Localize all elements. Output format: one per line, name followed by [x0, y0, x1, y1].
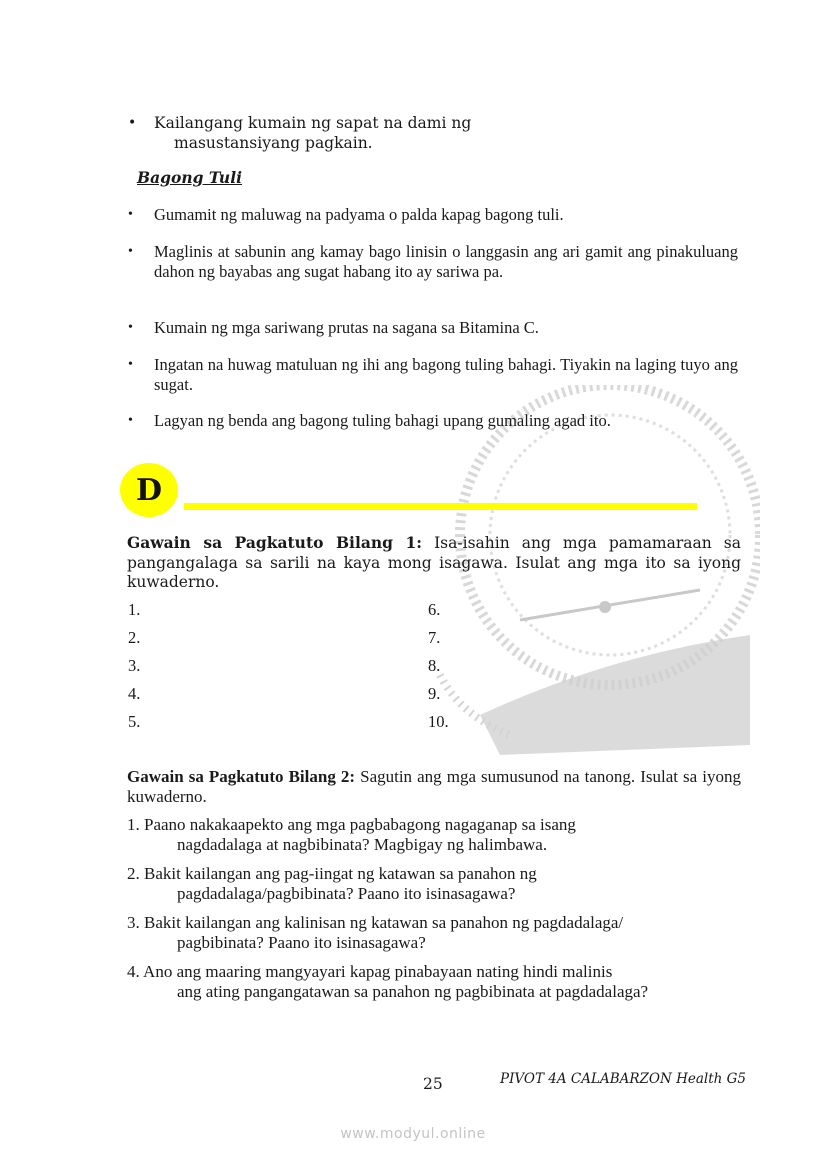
question-first-line: 4. Ano ang maaring mangyayari kapag pinabayaan nating hindi malinis — [127, 962, 613, 981]
bullet-item — [126, 242, 738, 282]
top-bullet-line1: Kailangang kumain ng sapat na dami ng — [154, 114, 472, 132]
question-first-line: 3. Bakit kailangan ang kalinisan ng katawan sa panahon ng pagdadalaga/ — [127, 913, 624, 932]
bullet-dot: • — [128, 244, 133, 259]
answer-numbers-left — [128, 596, 140, 736]
bullet-text: Lagyan ng benda ang bagong tuling bahagi upang gumaling agad ito. — [154, 411, 611, 430]
top-bullet-line2: masustansiyang pagkain. — [174, 134, 373, 152]
bullet-dot: • — [128, 207, 133, 222]
question-first-line: 2. Bakit kailangan ang pag-iingat ng katawan sa panahon ng — [127, 864, 537, 883]
answer-number: 1. — [128, 600, 141, 619]
answer-number: 7. — [428, 628, 441, 647]
bullet-dot: • — [128, 413, 133, 428]
bullet-item — [126, 355, 738, 395]
bullet-text: Ingatan na huwag matuluan ng ihi ang bagong tuling bahagi. Tiyakin na laging tuyo ang sugat. — [154, 355, 738, 394]
page-number: 25 — [423, 1075, 443, 1093]
answer-number: 6. — [428, 600, 441, 619]
question-list — [127, 815, 742, 1011]
question-first-line: 1. Paano nakakaapekto ang mga pagbabagong nagaganap sa isang — [127, 815, 576, 834]
bullet-dot: • — [128, 357, 133, 372]
activity2-paragraph — [127, 767, 741, 807]
question-rest: pagbibinata? Paano ito isinasagawa? — [177, 933, 426, 952]
question-rest: ang ating pangangatawan sa panahon ng pagbibinata at pagdadalaga? — [177, 982, 649, 1001]
bullet-text: Kumain ng mga sariwang prutas na sagana sa Bitamina C. — [154, 318, 539, 337]
bullet-item — [126, 411, 738, 431]
answer-number: 2. — [128, 628, 141, 647]
answer-number: 4. — [128, 684, 141, 703]
activity2-title: Gawain sa Pagkatuto Bilang 2: — [127, 767, 356, 786]
answer-number: 5. — [128, 712, 141, 731]
bullet-text: Gumamit ng maluwag na padyama o palda kapag bagong tuli. — [154, 205, 564, 224]
bullet-item — [126, 205, 738, 225]
part-letter: D — [135, 472, 162, 508]
footer-title: PIVOT 4A CALABARZON Health G5 — [500, 1071, 747, 1087]
answer-number: 9. — [428, 684, 441, 703]
bullet-dot: • — [128, 115, 137, 131]
bullet-text: Maglinis at sabunin ang kamay bago linisin o langgasin ang ari gamit ang pinakuluang dahon ng bayabas ang sugat habang ito ay sariwa pa. — [154, 242, 738, 281]
answer-numbers-right — [428, 596, 449, 736]
activity2-instruction: Sagutin ang mga sumusunod na tanong. Isulat sa iyong kuwaderno. — [127, 767, 742, 806]
question-item — [127, 864, 742, 904]
part-d-badge — [120, 463, 178, 517]
part-d-underline — [184, 503, 697, 510]
activity1-instruction: Isa-isahin ang mga pamamaraan sa pangangalaga sa sarili na kaya mong isagawa. Isulat ang mga ito sa iyong kuwaderno. — [127, 534, 741, 591]
top-bullet-item — [126, 113, 526, 153]
question-item — [127, 913, 742, 953]
question-item — [127, 962, 742, 1002]
answer-number: 8. — [428, 656, 441, 675]
answer-number: 10. — [428, 712, 449, 731]
bullet-dot: • — [128, 320, 133, 335]
site-watermark: www.modyul.online — [340, 1126, 486, 1142]
section-heading: Bagong Tuli — [137, 168, 242, 187]
activity1-paragraph — [127, 533, 741, 593]
question-rest: pagdadalaga/pagbibinata? Paano ito isinasagawa? — [177, 884, 516, 903]
question-rest: nagdadalaga at nagbibinata? Magbigay ng halimbawa. — [177, 835, 548, 854]
activity1-title: Gawain sa Pagkatuto Bilang 1: — [127, 533, 423, 552]
bullet-item — [126, 318, 738, 338]
question-item — [127, 815, 742, 855]
answer-number: 3. — [128, 656, 141, 675]
